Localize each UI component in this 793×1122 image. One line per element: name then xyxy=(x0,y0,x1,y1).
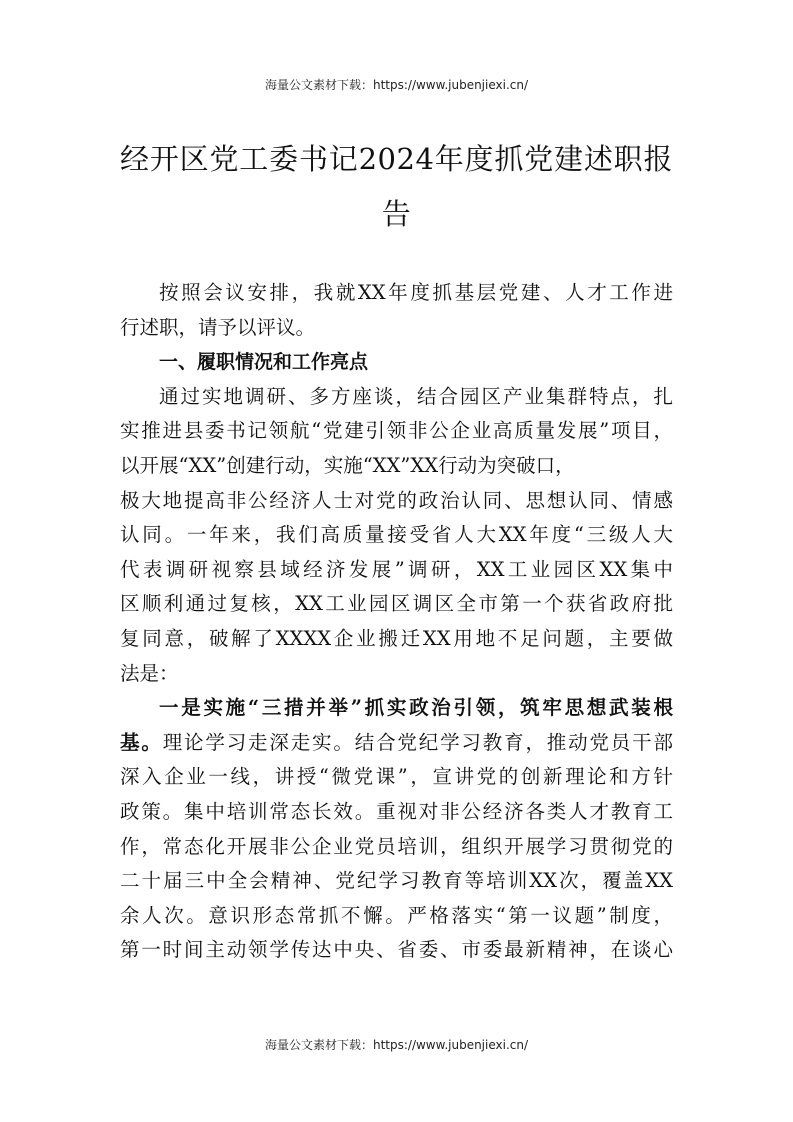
paragraph-line: 极大地提高非公经济人士对党的政治认同、思想认同、情感 xyxy=(120,488,673,512)
document-title xyxy=(120,132,673,242)
page-footer: 海量公文素材下载：https://www.jubenjiexi.cn/ xyxy=(264,1038,529,1052)
paragraph-line: 二十届三中全会精神、党纪学习教育等培训XX次，覆盖XX xyxy=(120,869,673,893)
paragraph-line: 认同。一年来，我们高质量接受省人大XX年度“三级人大 xyxy=(120,523,673,547)
paragraph-line: 区顺利通过复核，XX工业园区调区全市第一个获省政府批 xyxy=(120,592,673,616)
bold-lead-end: 基。 xyxy=(120,730,163,754)
title-line-2: 告 xyxy=(381,197,412,231)
bold-lead-line: 一是实施“三措并举”抓实政治引领，筑牢思想武装根 xyxy=(159,696,673,720)
paragraph-line: 第一时间主动领学传达中央、省委、市委最新精神，在谈心 xyxy=(120,938,673,962)
paragraph-text: 理论学习走深走实。结合党纪学习教育，推动党员干部 xyxy=(162,730,673,754)
intro-line-2: 行述职，请予以评议。 xyxy=(120,315,316,339)
intro-line-1: 按照会议安排，我就XX年度抓基层党建、人才工作进 xyxy=(159,281,673,304)
paragraph-line: 实推进县委书记领航“党建引领非公企业高质量发展”项目， xyxy=(120,419,673,443)
paragraph-line: 代表调研视察县域经济发展”调研，XX工业园区XX集中 xyxy=(120,557,673,581)
paragraph-line: 深入企业一线，讲授“微党课”，宣讲党的创新理论和方针 xyxy=(120,765,673,789)
paragraph-line-mixed xyxy=(120,726,673,761)
paragraph-line: 余人次。意识形态常抓不懈。严格落实“第一议题”制度， xyxy=(120,903,673,927)
paragraph-line: 复同意，破解了XXXX企业搬迁XX用地不足问题，主要做 xyxy=(120,626,673,650)
paragraph-line: 作，常态化开展非公企业党员培训，组织开展学习贯彻党的 xyxy=(120,834,673,858)
page-header: 海量公文素材下载：https://www.jubenjiexi.cn/ xyxy=(264,78,529,92)
paragraph-line: 通过实地调研、多方座谈，结合园区产业集群特点，扎 xyxy=(159,384,673,408)
section-heading: 一、履职情况和工作亮点 xyxy=(159,351,369,374)
document-body xyxy=(120,276,673,968)
title-line-1: 经开区党工委书记2024年度抓党建述职报 xyxy=(120,142,673,176)
paragraph-line: 以开展“XX”创建行动，实施“XX”XX行动为突破口， xyxy=(120,453,575,477)
paragraph-line: 法是： xyxy=(120,661,179,685)
paragraph-line: 政策。集中培训常态长效。重视对非公经济各类人才教育工 xyxy=(120,799,673,823)
